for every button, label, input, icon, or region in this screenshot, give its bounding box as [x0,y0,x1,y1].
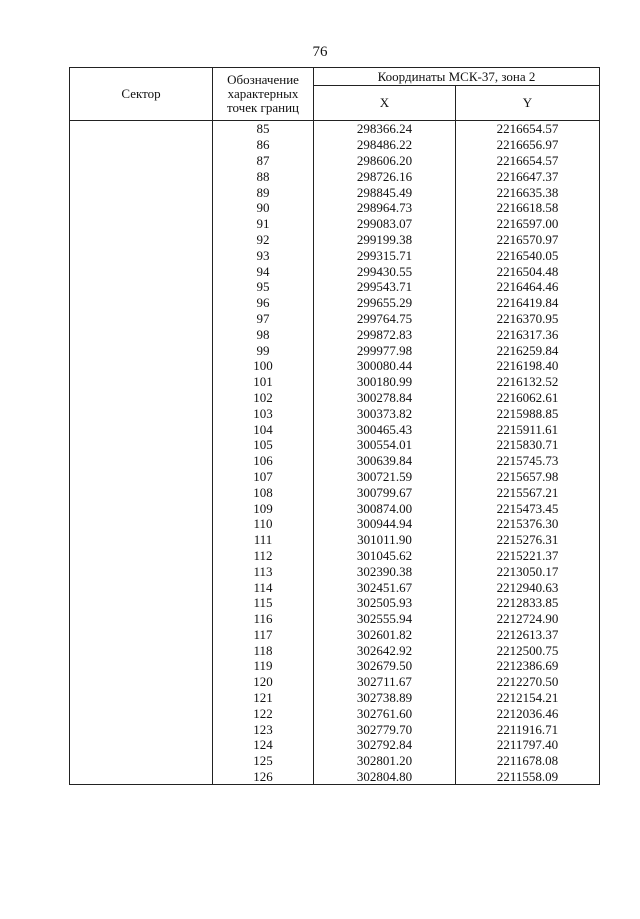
y-coordinate-cell: 2211678.08 [456,753,600,769]
x-coordinate-cell: 302505.93 [314,595,456,611]
y-coordinate-cell: 2211797.40 [456,737,600,753]
header-point-designation [213,68,314,121]
point-cell: 91 [213,216,314,232]
x-coordinate-cell: 300180.99 [314,374,456,390]
point-cell: 92 [213,232,314,248]
y-coordinate-cell: 2216654.57 [456,121,600,137]
point-cell: 86 [213,137,314,153]
y-coordinate-cell: 2211558.09 [456,769,600,785]
x-coordinate-cell: 299315.71 [314,247,456,263]
x-coordinate-cell: 302792.84 [314,737,456,753]
y-coordinate-cell: 2216198.40 [456,358,600,374]
x-coordinate-cell: 300465.43 [314,421,456,437]
x-coordinate-cell: 300639.84 [314,453,456,469]
point-cell: 105 [213,437,314,453]
y-coordinate-cell: 2216654.57 [456,153,600,169]
x-coordinate-cell: 298726.16 [314,168,456,184]
x-coordinate-cell: 298486.22 [314,137,456,153]
point-cell: 93 [213,247,314,263]
sector-cell [70,121,213,785]
y-coordinate-cell: 2216656.97 [456,137,600,153]
x-coordinate-cell: 300373.82 [314,405,456,421]
y-coordinate-cell: 2216570.97 [456,232,600,248]
point-cell: 89 [213,184,314,200]
y-coordinate-cell: 2216540.05 [456,247,600,263]
x-coordinate-cell: 300944.94 [314,516,456,532]
point-cell: 114 [213,579,314,595]
y-coordinate-cell: 2216597.00 [456,216,600,232]
point-cell: 122 [213,705,314,721]
x-coordinate-cell: 299199.38 [314,232,456,248]
y-coordinate-cell: 2213050.17 [456,563,600,579]
y-coordinate-cell: 2212833.85 [456,595,600,611]
y-coordinate-cell: 2216370.95 [456,311,600,327]
x-coordinate-cell: 302451.67 [314,579,456,595]
point-cell: 111 [213,532,314,548]
point-cell: 123 [213,721,314,737]
header-point-line3: точек границ [226,100,300,115]
y-coordinate-cell: 2212500.75 [456,642,600,658]
x-coordinate-cell: 302679.50 [314,658,456,674]
point-cell: 120 [213,674,314,690]
y-coordinate-cell: 2212270.50 [456,674,600,690]
y-coordinate-cell: 2216647.37 [456,168,600,184]
y-coordinate-cell: 2216419.84 [456,295,600,311]
y-coordinate-cell: 2216504.48 [456,263,600,279]
x-coordinate-cell: 300554.01 [314,437,456,453]
point-cell: 88 [213,168,314,184]
x-coordinate-cell: 302555.94 [314,611,456,627]
y-coordinate-cell: 2216464.46 [456,279,600,295]
x-coordinate-cell: 302779.70 [314,721,456,737]
header-point-line1: Обозначение [227,72,299,87]
y-coordinate-cell: 2215745.73 [456,453,600,469]
coordinates-table [69,67,600,785]
point-cell: 118 [213,642,314,658]
point-cell: 126 [213,769,314,785]
point-cell: 124 [213,737,314,753]
point-cell: 94 [213,263,314,279]
x-coordinate-cell: 300721.59 [314,469,456,485]
y-coordinate-cell: 2212386.69 [456,658,600,674]
y-coordinate-cell: 2215221.37 [456,548,600,564]
x-coordinate-cell: 298845.49 [314,184,456,200]
point-cell: 95 [213,279,314,295]
x-coordinate-cell: 299655.29 [314,295,456,311]
point-cell: 108 [213,484,314,500]
header-point-line2: характерных [227,86,299,101]
point-cell: 113 [213,563,314,579]
x-coordinate-cell: 302738.89 [314,690,456,706]
x-coordinate-cell: 298964.73 [314,200,456,216]
point-cell: 112 [213,548,314,564]
y-coordinate-cell: 2212940.63 [456,579,600,595]
header-y: Y [456,86,600,121]
point-cell: 98 [213,326,314,342]
y-coordinate-cell: 2215473.45 [456,500,600,516]
y-coordinate-cell: 2216062.61 [456,390,600,406]
point-cell: 110 [213,516,314,532]
point-cell: 85 [213,121,314,137]
point-cell: 101 [213,374,314,390]
y-coordinate-cell: 2216132.52 [456,374,600,390]
table-row [70,121,600,137]
point-cell: 107 [213,469,314,485]
y-coordinate-cell: 2215830.71 [456,437,600,453]
y-coordinate-cell: 2212154.21 [456,690,600,706]
point-cell: 100 [213,358,314,374]
x-coordinate-cell: 299430.55 [314,263,456,279]
x-coordinate-cell: 298366.24 [314,121,456,137]
table-header [70,68,600,121]
x-coordinate-cell: 300799.67 [314,484,456,500]
y-coordinate-cell: 2216317.36 [456,326,600,342]
y-coordinate-cell: 2215911.61 [456,421,600,437]
point-cell: 97 [213,311,314,327]
point-cell: 87 [213,153,314,169]
x-coordinate-cell: 301011.90 [314,532,456,548]
point-cell: 102 [213,390,314,406]
y-coordinate-cell: 2212613.37 [456,627,600,643]
header-sector: Сектор [70,68,213,121]
point-cell: 115 [213,595,314,611]
point-cell: 96 [213,295,314,311]
x-coordinate-cell: 299977.98 [314,342,456,358]
point-cell: 119 [213,658,314,674]
x-coordinate-cell: 300278.84 [314,390,456,406]
x-coordinate-cell: 302711.67 [314,674,456,690]
x-coordinate-cell: 302804.80 [314,769,456,785]
x-coordinate-cell: 299083.07 [314,216,456,232]
y-coordinate-cell: 2216618.58 [456,200,600,216]
x-coordinate-cell: 302601.82 [314,627,456,643]
point-cell: 117 [213,627,314,643]
point-cell: 103 [213,405,314,421]
point-cell: 116 [213,611,314,627]
x-coordinate-cell: 299543.71 [314,279,456,295]
point-cell: 99 [213,342,314,358]
y-coordinate-cell: 2216259.84 [456,342,600,358]
y-coordinate-cell: 2211916.71 [456,721,600,737]
point-cell: 106 [213,453,314,469]
y-coordinate-cell: 2215567.21 [456,484,600,500]
x-coordinate-cell: 300080.44 [314,358,456,374]
point-cell: 90 [213,200,314,216]
point-cell: 125 [213,753,314,769]
x-coordinate-cell: 299764.75 [314,311,456,327]
y-coordinate-cell: 2215988.85 [456,405,600,421]
x-coordinate-cell: 300874.00 [314,500,456,516]
point-cell: 121 [213,690,314,706]
y-coordinate-cell: 2212036.46 [456,705,600,721]
page-number: 76 [312,44,328,60]
x-coordinate-cell: 299872.83 [314,326,456,342]
y-coordinate-cell: 2212724.90 [456,611,600,627]
x-coordinate-cell: 302642.92 [314,642,456,658]
y-coordinate-cell: 2215276.31 [456,532,600,548]
x-coordinate-cell: 302801.20 [314,753,456,769]
x-coordinate-cell: 302390.38 [314,563,456,579]
y-coordinate-cell: 2216635.38 [456,184,600,200]
point-cell: 109 [213,500,314,516]
header-x: X [314,86,456,121]
table-body [70,121,600,785]
header-coordinates-group: Координаты МСК-37, зона 2 [314,68,600,86]
y-coordinate-cell: 2215657.98 [456,469,600,485]
point-cell: 104 [213,421,314,437]
x-coordinate-cell: 298606.20 [314,153,456,169]
y-coordinate-cell: 2215376.30 [456,516,600,532]
x-coordinate-cell: 302761.60 [314,705,456,721]
x-coordinate-cell: 301045.62 [314,548,456,564]
